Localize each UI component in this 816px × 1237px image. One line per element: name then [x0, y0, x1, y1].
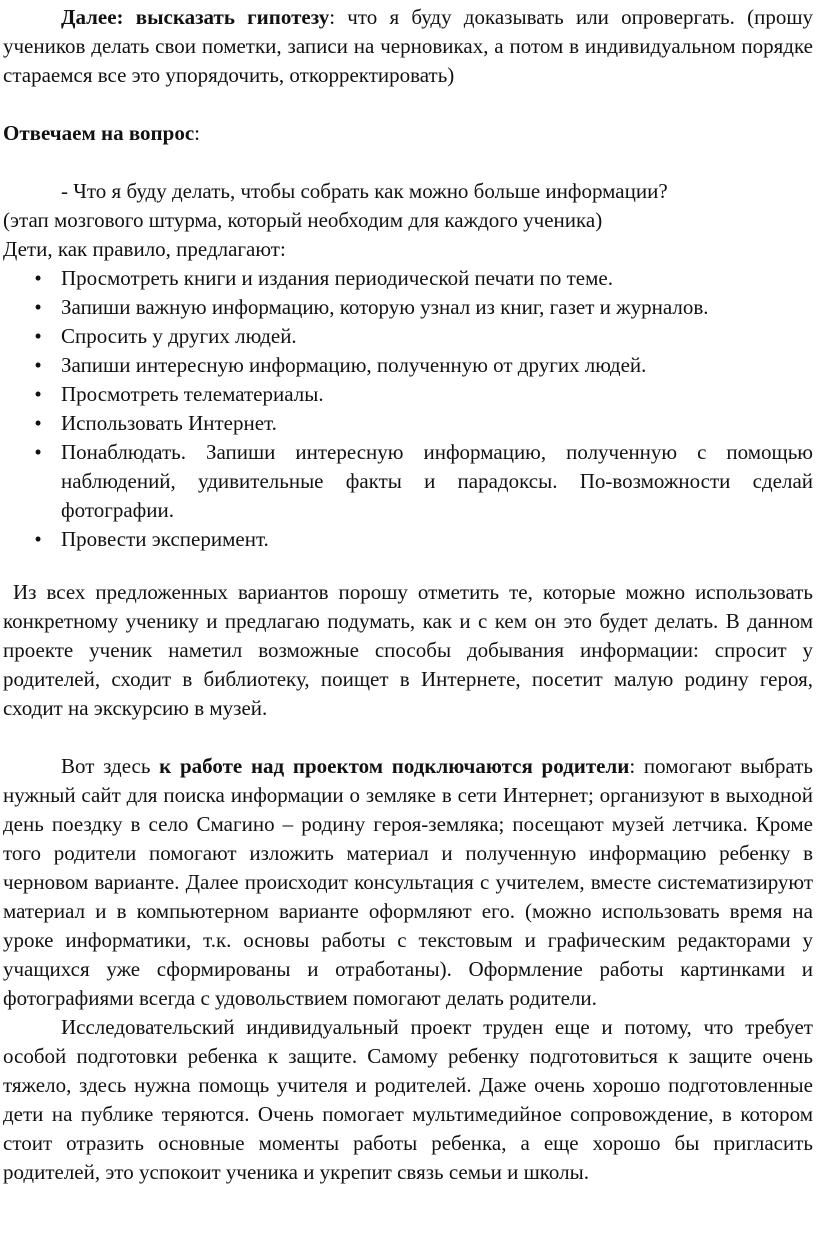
question-line: - Что я буду делать, чтобы собрать как можно больше информации?: [61, 179, 668, 203]
list-item: [3, 380, 813, 409]
list-item-text: Просмотреть телематериалы.: [61, 382, 324, 406]
choices-paragraph: Из всех предложенных вариантов порошу отметить те, которые можно использовать конкретному ученику и предлагаю подумать, как и с кем он это будет делать. В данном проекте ученик наметил возможные способы добывания информации: спросит у родителей, сходит в библиотеку, поищет в Интернете, посетит малую родину героя, сходит на экскурсию в музей.: [3, 580, 813, 720]
answer-heading: [3, 119, 813, 148]
question-note: (этап мозгового штурма, который необходим для каждого ученика): [3, 208, 603, 232]
answer-label: Отвечаем на вопрос: [3, 121, 195, 145]
list-item-text: Запиши интересную информацию, полученную от других людей.: [61, 353, 647, 377]
answer-colon: :: [194, 121, 200, 145]
spacer: [3, 554, 813, 578]
list-item-text: Запиши важную информацию, которую узнал из книг, газет и журналов.: [61, 295, 709, 319]
spacer: [3, 148, 813, 177]
bullet-icon: •: [34, 324, 42, 348]
list-item-text: Просмотреть книги и издания периодической печати по теме.: [61, 266, 613, 290]
bullet-icon: •: [34, 295, 42, 319]
list-item: [3, 409, 813, 438]
parents-emphasis: к работе над проектом подключаются родители: [159, 754, 630, 778]
spacer: [3, 90, 813, 119]
bullet-icon: •: [34, 266, 42, 290]
hypothesis-label: Далее: высказать гипотезу: [61, 5, 330, 29]
list-item: [3, 322, 813, 351]
list-item-text: Использовать Интернет.: [61, 411, 277, 435]
list-item-text: Провести эксперимент.: [61, 527, 269, 551]
hypothesis-text: : что я буду доказывать или опровергать. (прошу учеников делать свои пометки, записи на черновиках, а потом в индивидуальном порядке стараемся все это упорядочить, откорректировать): [3, 5, 814, 87]
list-item: [3, 438, 813, 525]
bullet-icon: •: [34, 353, 42, 377]
parents-text: : помогают выбрать нужный сайт для поиска информации о земляке в сети Интернет; организуют в выходной день поездку в село Смагино – родину героя-земляка; посещают музей летчика. Кроме того родители помогают изложить материал и полученную информацию ребенку в черновом варианте. Далее происходит консультация с учителем, вместе систематизируют материал и в компьютерном варианте оформляют его. (можно использовать время на уроке информатики, т.к. основы работы с текстовым и графическим редакторами у учащихся уже сформированы и отработаны). Оформление работы картинками и фотографиями всегда с удовольствием помогают делать родители.: [3, 754, 814, 1010]
bullet-icon: •: [34, 382, 42, 406]
list-item-text: Понаблюдать. Запиши интересную информацию, полученную с помощью наблюдений, удивительные факты и парадоксы. По-возможности сделай фотографии.: [61, 440, 813, 522]
ideas-list: [3, 264, 813, 554]
list-item-text: Спросить у других людей.: [61, 324, 297, 348]
parents-lead: Вот здесь: [61, 754, 160, 778]
parents-paragraph: [3, 752, 813, 1013]
spacer: [3, 723, 813, 752]
bullet-icon: •: [34, 527, 42, 551]
bullet-icon: •: [34, 440, 42, 464]
list-item: [3, 351, 813, 380]
list-item: [3, 293, 813, 322]
defense-paragraph: Исследовательский индивидуальный проект труден еще и потому, что требует особой подготовки ребенка к защите. Самому ребенку подготовиться к защите очень тяжело, здесь нужна помощь учителя и родителей. Даже очень хорошо подготовленные дети на публике теряются. Очень помогает мультимедийное сопровождение, в котором стоит отразить основные моменты работы ребенка, а еще хорошо бы пригласить родителей, это успокоит ученика и укрепит связь семьи и школы.: [3, 1015, 813, 1184]
bullet-icon: •: [34, 411, 42, 435]
list-item: [3, 264, 813, 293]
question-intro: Дети, как правило, предлагают:: [3, 237, 286, 261]
hypothesis-paragraph: [3, 3, 813, 90]
list-item: [3, 525, 813, 554]
